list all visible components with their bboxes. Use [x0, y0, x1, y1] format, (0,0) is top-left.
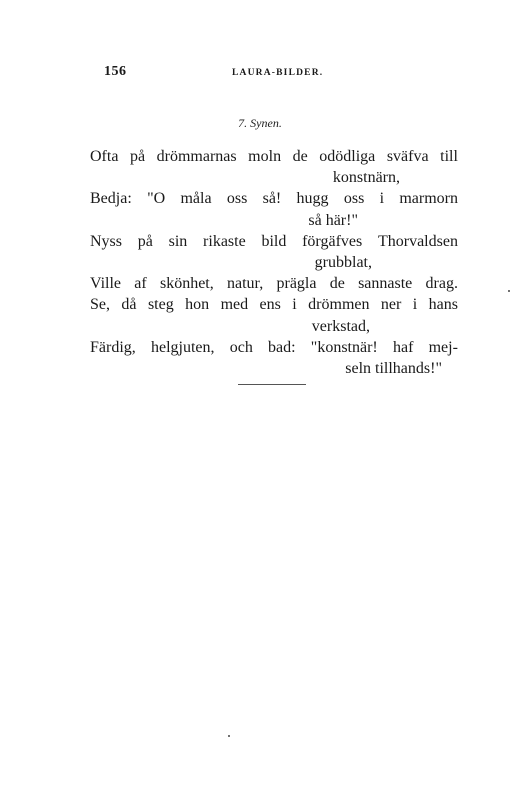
poem-line-continuation: grubblat, — [314, 254, 372, 272]
poem-word: i — [412, 296, 418, 314]
poem-word: marmorn — [399, 190, 458, 208]
poem-word: bild — [261, 232, 287, 250]
poem-word: "konstnär! — [310, 338, 378, 356]
poem-word: natur, — [227, 275, 264, 293]
poem-word: sin — [168, 232, 188, 250]
poem-word: på — [129, 148, 146, 165]
poem-word: Bedja: — [90, 190, 132, 208]
poem-word: hon — [185, 296, 210, 314]
poem-word: helgjuten, — [150, 338, 215, 356]
poem-word: sväfva — [386, 148, 429, 165]
poem-line — [90, 188, 458, 209]
poem-word: drömmen — [308, 296, 370, 314]
poem-word: oss — [226, 190, 248, 208]
page-number: 156 — [104, 64, 127, 79]
poem-word: måla — [180, 190, 212, 208]
poem-word: bad: — [268, 338, 296, 356]
poem-word: förgäfves — [302, 232, 363, 250]
end-rule — [238, 384, 306, 386]
poem-line — [90, 146, 458, 167]
poem-word: oss — [343, 190, 365, 208]
poem-word: Färdig, — [90, 338, 136, 356]
section-title: 7. Synen. — [238, 116, 282, 130]
poem-word: sannaste — [358, 275, 413, 293]
poem-word: i — [292, 296, 297, 314]
poem-line-continuation: konstnärn, — [332, 169, 400, 187]
poem-word: mej- — [428, 338, 458, 356]
poem-word: på — [137, 232, 153, 250]
poem-word: odödliga — [319, 148, 376, 165]
poem-word: drömmarnas — [156, 148, 237, 165]
poem-word: Nyss — [90, 232, 123, 250]
poem-word: Se, — [90, 296, 110, 314]
poem-word: "O — [147, 190, 166, 208]
poem-word: så! — [262, 190, 282, 208]
poem-word: Thorvaldsen — [377, 232, 458, 250]
poem-word: skönhet, — [159, 275, 214, 293]
poem-line-continuation: verkstad, — [311, 317, 370, 335]
poem-word: i — [379, 190, 385, 208]
poem-word: Ofta — [90, 148, 119, 165]
poem-line — [90, 273, 458, 294]
paper-speck — [228, 735, 230, 737]
poem-word: prägla — [276, 275, 317, 293]
poem-line — [90, 337, 458, 358]
poem-word: hugg — [296, 190, 329, 208]
poem-word: de — [292, 148, 308, 165]
poem-line-continuation: så här!" — [308, 211, 358, 229]
poem-word: steg — [147, 296, 174, 314]
poem-word: drag. — [425, 275, 458, 293]
poem-word: hans — [428, 296, 458, 314]
poem-word: rikaste — [203, 232, 246, 250]
running-head: LAURA-BILDER. — [232, 68, 324, 78]
poem-word: med — [220, 296, 249, 314]
paper-speck — [508, 290, 510, 292]
poem-word: af — [134, 275, 147, 293]
poem-line — [90, 231, 458, 252]
poem-word: och — [229, 338, 253, 356]
poem-line — [90, 294, 458, 315]
poem-word: ens — [259, 296, 281, 314]
poem-word: de — [329, 275, 345, 293]
poem-word: ner — [380, 296, 402, 314]
poem-word: Ville — [90, 275, 122, 293]
poem-word: moln — [248, 148, 282, 165]
poem-word: haf — [392, 338, 414, 356]
poem-word: då — [121, 296, 137, 314]
poem-line-continuation: seln tillhands!" — [345, 360, 442, 378]
poem-word: till — [440, 148, 458, 165]
poem — [90, 146, 458, 379]
